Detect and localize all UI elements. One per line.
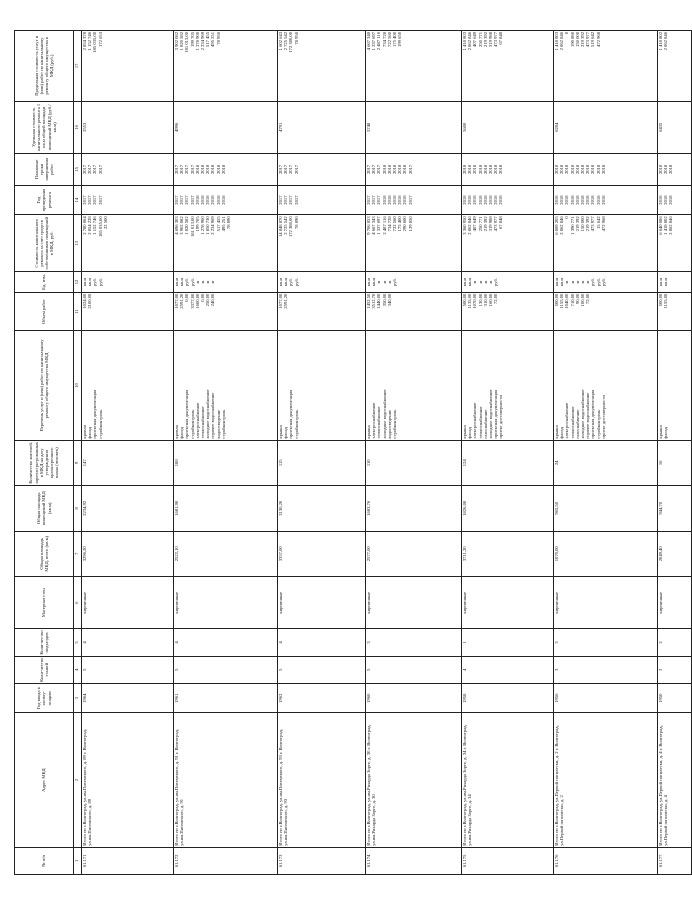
column-number: 7	[74, 531, 82, 576]
table-row	[658, 31, 692, 875]
premises-area: 944,70	[658, 486, 692, 531]
year-built: 1961	[174, 683, 278, 713]
address-cell: Итого по г.Волгоград, ул.им.Писемского, д. 89 г. Волгоград, ул.им.Писемского, д. 89	[82, 713, 174, 847]
repair-year: 2017 2017 2017 2018 2018 2018 2018 2018 2017	[366, 185, 462, 215]
works-list: крыша фасад проектная документация стройконтроль	[278, 331, 366, 440]
column-number: 2	[74, 713, 82, 847]
header-cell: Коли-чество этажей	[15, 656, 74, 683]
total-area: 1070,00	[554, 531, 658, 576]
works-list: крыша электроснабжение теплоснабжение холодное водоснабжение водоотведение стройконтроль	[366, 331, 462, 440]
works-list: крыша фасад электроснабжение теплоснабжение газоснабжение холодное водоснабжение проектная документация проект достоверности	[462, 331, 554, 440]
unit-cost: 4791	[278, 101, 366, 153]
repair-cost: 4 696 303 3 902 082 1 820 582 181 013,00 199 705 1 278 900 1 850 730 2 234 969 517 455 495 251 78 890	[174, 215, 278, 272]
premises-area: 1681,90	[174, 486, 278, 531]
total-area: 2522,10	[174, 531, 278, 576]
year-built: 1958	[462, 683, 554, 713]
repair-year: 2018 2018 2018 2018 2018 2018 2018 2018	[462, 185, 554, 215]
repair-year: 2017 2017 2017 2017	[278, 185, 366, 215]
header-cell: Перечень услуг и (или) работ по капитальному ремонту общего имущества МКД	[15, 331, 74, 440]
header-cell: Год ввода в эксплу-атацию	[15, 683, 74, 713]
works-list: крыша фасад электроснабжение теплоснабжение газоснабжение холодное водоснабжение горячее водоснабжение проектная документация стройконтроль проект достоверности	[554, 331, 658, 440]
row-number: 61.177	[658, 847, 692, 874]
column-number: 4	[74, 656, 82, 683]
unit-cost: 6435	[658, 101, 692, 153]
wall-material: кирпичные	[366, 577, 462, 629]
total-area: 3296,20	[82, 531, 174, 576]
header-cell: Предельная стоимость услуг и (или) работ по капитальному ремонту общего имущества в МКД (руб.)	[15, 31, 74, 102]
header-cell: Ед. изм.	[15, 272, 74, 292]
total-area: 3357,00	[278, 531, 366, 576]
works-list: кровля фасад проектная документация стройконтроль электроснабжение теплоснабжение холодное водоснабжение горячее водоснабжение водоотведение стройконтроль	[174, 331, 278, 440]
works-list: кровля фасад проектная документация стройконтроль	[82, 331, 174, 440]
table-row	[462, 31, 554, 875]
address-cell: Итого по г.Волгоград, ул.им.Писемского, д. 91 г. Волгоград, ул.им.Писемского, д. 91	[174, 713, 278, 847]
completion-term: 2018 2018 2018 2018 2018 2018 2018 2018	[462, 153, 554, 185]
table-row	[82, 31, 174, 875]
repair-year: 2017 2017 2017 2017 2018 2018 2018 2018 2018 2018	[174, 185, 278, 215]
work-volume: 1024,00 2100,00	[82, 292, 174, 331]
column-number: 3	[74, 683, 82, 713]
column-number: 9	[74, 440, 82, 485]
entrances-count: 3	[366, 629, 462, 656]
wall-material: кирпичные	[658, 577, 692, 629]
total-area: 2577,00	[366, 531, 462, 576]
floors-count: 4	[462, 656, 554, 683]
row-number: 61.174	[366, 847, 462, 874]
cost-limit: 4 667 348 1 337 697 2 487 116 734 728 722 560 175 400 199 650	[366, 31, 462, 102]
repair-cost: 9 706 853 4 667 343 1 337 697 2 487 116 734 728 722 560 175 400 290 600 129 850	[366, 215, 462, 272]
unit-cost: 5748	[366, 101, 462, 153]
premises-area: 3130,20	[278, 486, 366, 531]
completion-term: 2018 2018 2018 2018 2018 2018 2018 2018 2018 2018	[554, 153, 658, 185]
cost-limit: 3 902 082 1 820 582 181 013,00 199 705 1 278 900 2 234 969 517 455 495 251 78 950	[174, 31, 278, 102]
cost-limit: 1 418 802 2 862 846	[658, 31, 692, 102]
cost-limit: 1 602 643 2 725 542 172 380,00 78 950	[278, 31, 366, 102]
year-built: 1964	[82, 683, 174, 713]
work-volume: 500,00 1135,00 1070,00 130,00 310,00 160,00 72,00	[462, 292, 554, 331]
premises-area: 965,50	[554, 486, 658, 531]
completion-term: 2017 2017 2017 2017	[278, 153, 366, 185]
year-built: 1962	[278, 683, 366, 713]
entrances-count: 4	[278, 629, 366, 656]
column-number: 14	[74, 185, 82, 215]
wall-material: кирпичные	[174, 577, 278, 629]
residents-count: 110	[366, 440, 462, 485]
column-number: 11	[74, 292, 82, 331]
column-number: 16	[74, 101, 82, 153]
table-row	[278, 31, 366, 875]
entrances-count: 4	[82, 629, 174, 656]
repair-year: 2018 2018 2018	[658, 185, 692, 215]
table-body	[74, 31, 692, 875]
wall-material: кирпичные	[278, 577, 366, 629]
residents-count: 16	[658, 440, 692, 485]
floors-count: 3	[554, 656, 658, 683]
work-volume: 500,00 1155,00 1040,00 710,00 90,00 100,00 72,00	[554, 292, 658, 331]
unit-cost: 2553	[82, 101, 174, 153]
works-list: крыша фасад	[658, 331, 692, 440]
unit-cell: кв.м кв.м руб. руб.	[278, 272, 366, 292]
year-built: 1950	[658, 683, 692, 713]
unit-cell: кв.м кв.м м м м руб.	[366, 272, 462, 292]
table-header-row	[15, 31, 74, 875]
residents-count: 124	[462, 440, 554, 485]
address-cell: Итого по г.Волгоград, ул.им.Писемского, д. 93 г. Волгоград, ул.им.Писемского, д. 93	[278, 713, 366, 847]
wall-material: кирпичные	[554, 577, 658, 629]
address-cell: Итого по г.Волгоград, ул.Первой пятилетки, д. 4 г. Волгоград, ул.Первой пятилетки, д. 4	[658, 713, 692, 847]
total-area: 3711,20	[462, 531, 554, 576]
column-number: 17	[74, 31, 82, 102]
cost-limit: 2 854 378 1 152 746 185 035,00 172 653	[82, 31, 174, 102]
row-number: 61.173	[278, 847, 366, 874]
year-built: 1956	[554, 683, 658, 713]
unit-cell: кв.м кв.м руб. руб. м м м м	[174, 272, 278, 292]
repair-cost: 3 360 950 2 862 846 407 649 250 771 219 392 319 988 473 977 67 848	[462, 215, 554, 272]
row-number: 61.175	[462, 847, 554, 874]
premises-area: 1826,00	[462, 486, 554, 531]
completion-term: 2018 2018 2018	[658, 153, 692, 185]
work-volume: 1077,00 2591,20 0,00 3377,00 1600,00 0,00 250,00 240,00	[174, 292, 278, 331]
header-cell: № п/п	[15, 847, 74, 874]
unit-cell: кв.м кв.м м м м м м руб. руб. руб.	[554, 272, 658, 292]
repair-cost: 6 640 086 1 418 802 2 862 846	[658, 215, 692, 272]
column-number: 15	[74, 153, 82, 185]
header-cell: Плановые сроки завершения работ	[15, 153, 74, 185]
floors-count: 5	[366, 656, 462, 683]
header-cell: Стоимость капитального ремонта за счет средств собственников помещений в МКД, руб.	[15, 215, 74, 272]
unit-cell: кв.м кв.м м м м м руб.	[462, 272, 554, 292]
table-row	[554, 31, 658, 875]
premises-area: 2234,92	[82, 486, 174, 531]
repair-plan-table	[14, 30, 692, 875]
completion-term: 2017 2017 2017 2017 2018 2018 2018 2018 2018 2018	[174, 153, 278, 185]
header-cell: Общая площадь МКД, всего (кв.м)	[15, 531, 74, 576]
column-number-row	[74, 31, 82, 875]
floors-count: 5	[174, 656, 278, 683]
table-row	[174, 31, 278, 875]
header-cell: Количество жителей, зарегистри-рованных в МКД на дату утверждения краткосрочного плана (человек)	[15, 440, 74, 485]
residents-count: 147	[82, 440, 174, 485]
work-volume: 1077,00 2591,20	[278, 292, 366, 331]
wall-material: кирпичные	[462, 577, 554, 629]
header-cell: Адрес МКД	[15, 713, 74, 847]
work-volume: 1452,50 3512,70 1440,00 350,00 340,00	[366, 292, 462, 331]
column-number: 13	[74, 215, 82, 272]
header-cell: Объем работ	[15, 292, 74, 331]
cost-limit: 1 418 803 2 862 846 0 190 880 150 000 219 392 473 977 519 642 472 968	[554, 31, 658, 102]
floors-count: 2	[658, 656, 692, 683]
entrances-count: 1	[462, 629, 554, 656]
entrances-count: 2	[658, 629, 692, 656]
column-number: 8	[74, 486, 82, 531]
completion-term: 2017 2017 2017 2017	[82, 153, 174, 185]
unit-cost: 5600	[462, 101, 554, 153]
cost-limit: 1 418 803 2 862 846 407 649 250 771 219 392 319 988 473 977 67 848	[462, 31, 554, 102]
repair-cost: 6 069 205 2 862 846 0 1 390 771 219 392 150 000 219 392 473 977 15 642 472 968	[554, 215, 658, 272]
residents-count: 115	[278, 440, 366, 485]
unit-cell: кв.м кв.м	[658, 272, 692, 292]
row-number: 61.176	[554, 847, 658, 874]
address-cell: Итого по г.Волгоград, ул.им.Рихарда Зорге, д. 34 г. Волгоград, ул.им.Рихарда Зорге, д. 34	[462, 713, 554, 847]
wall-material: кирпичные	[82, 577, 174, 629]
repair-year: 2017 2017 2017 2017	[82, 185, 174, 215]
header-cell: Материал стен	[15, 577, 74, 629]
repair-cost: 14 848 870 2 725 542 172 380,00 78 890	[278, 215, 366, 272]
column-number: 10	[74, 331, 82, 440]
residents-count: 24	[554, 440, 658, 485]
total-area: 2049,40	[658, 531, 692, 576]
header-cell: Общая площадь помещений МКД (кв.м)	[15, 486, 74, 531]
premises-area: 1683,76	[366, 486, 462, 531]
address-cell: Итого по г.Волгоград, ул.им.Рихарда Зорге, д. 30 г. Волгоград, ул.им.Рихарда Зорге, д. 30	[366, 713, 462, 847]
header-cell: Год проведения ремонта	[15, 185, 74, 215]
entrances-count: 4	[174, 629, 278, 656]
floors-count: 5	[278, 656, 366, 683]
completion-term: 2017 2017 2017 2018 2018 2018 2018 2018 2017	[366, 153, 462, 185]
entrances-count: 3	[554, 629, 658, 656]
row-number: 61.171	[82, 847, 174, 874]
work-volume: 500,00 1155,00	[658, 292, 692, 331]
unit-cost: 6284	[554, 101, 658, 153]
column-number: 6	[74, 577, 82, 629]
residents-count: 188	[174, 440, 278, 485]
column-number: 5	[74, 629, 82, 656]
address-cell: Итого по г.Волгоград, ул.Первой пятилетки, д. 2 г. Волгоград, ул.Первой пятилетки, д. 2	[554, 713, 658, 847]
unit-cell: кв.м кв.м руб. руб.	[82, 272, 174, 292]
year-built: 1960	[366, 683, 462, 713]
repair-year: 2018 2018 2018 2018 2018 2018 2018 2018 2018 2018	[554, 185, 658, 215]
header-cell: Коли-чество подъездов	[15, 629, 74, 656]
table-row	[366, 31, 462, 875]
row-number: 61.172	[174, 847, 278, 874]
column-number: 1	[74, 847, 82, 874]
floors-count: 5	[82, 656, 174, 683]
repair-cost: 2 780 864 2 854 228 1 152 746 185 035,00 22 500	[82, 215, 174, 272]
column-number: 12	[74, 272, 82, 292]
header-cell: Удельная стоимость капитального ремонта 1 кв.м общей площади помещений МКД (руб./кв.м)	[15, 101, 74, 153]
unit-cost: 4996	[174, 101, 278, 153]
